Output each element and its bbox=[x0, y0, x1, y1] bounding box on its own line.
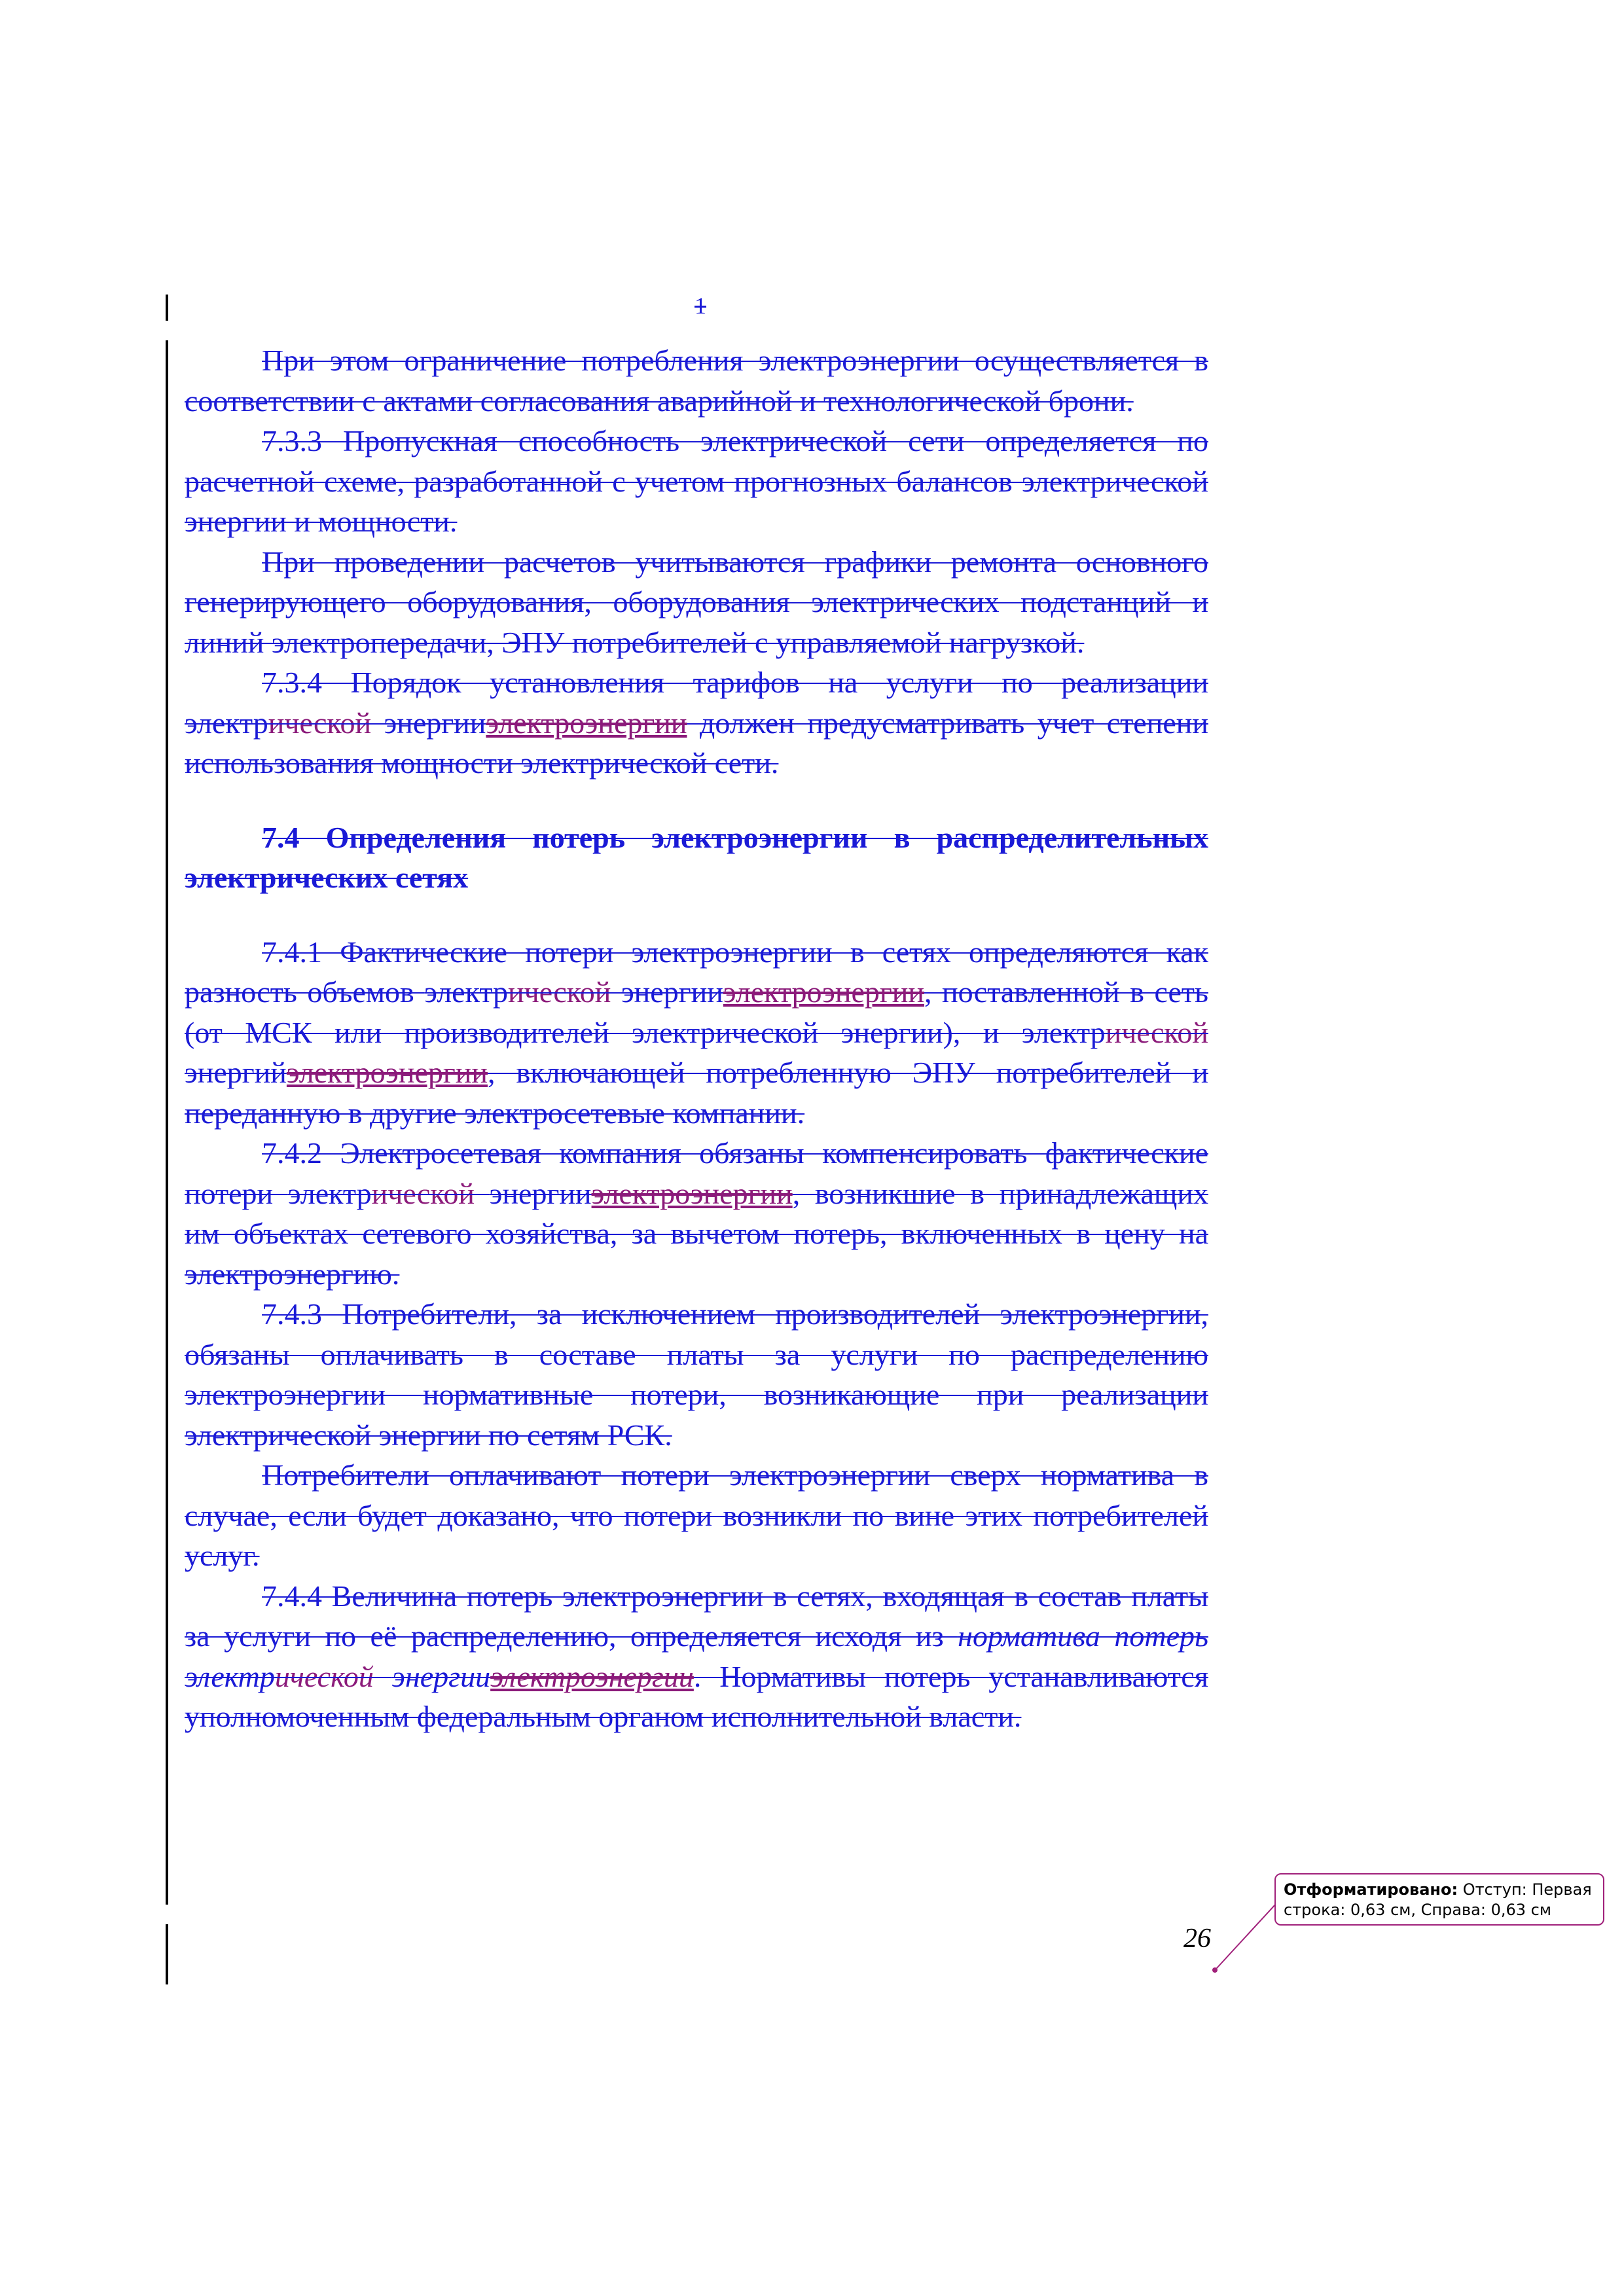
inserted-text: электроэнергии bbox=[591, 1176, 793, 1210]
paragraph-7-4-4 bbox=[185, 1576, 1208, 1737]
text-run: энергии bbox=[384, 706, 486, 740]
text-run: должен предусматривать учет степени использования мощности электрической сети. bbox=[185, 706, 1208, 780]
paragraph-7-4-2 bbox=[185, 1133, 1208, 1294]
text-run: энергии bbox=[489, 1176, 592, 1210]
revision-run: ической bbox=[268, 706, 384, 740]
paragraph-calculations: При проведении расчетов учитываются графики ремонта основного генерирующего оборудования, оборудования электрических подстанций и линий электропередачи, ЭПУ потребителей с управляемой нагрузкой. bbox=[185, 545, 1208, 659]
format-comment-balloon[interactable] bbox=[1274, 1873, 1604, 1926]
text-run: , поставленной в сеть (от МСК или производителей электрической энергии), и bbox=[185, 975, 1208, 1049]
text-run: энергий bbox=[185, 1056, 287, 1089]
text-run: электр bbox=[1021, 1015, 1106, 1049]
text-run: 7.3.4 Порядок установления тарифов на услуги по реализации bbox=[262, 666, 1208, 699]
text-run: энергии bbox=[621, 975, 723, 1009]
italic-run: норматива потерь электр bbox=[185, 1619, 1208, 1693]
paragraph-1: При этом ограничение потребления электроэнергии осуществляется в соответствии с актами согласования аварийной и технологической брони. bbox=[185, 344, 1208, 418]
paragraph-7-3-4 bbox=[185, 662, 1208, 783]
comment-label: Отформатировано: bbox=[1284, 1880, 1458, 1899]
revision-run: ической bbox=[371, 1176, 490, 1210]
connector-line bbox=[1216, 1903, 1276, 1969]
change-bar-header bbox=[166, 295, 168, 321]
text-run: электр bbox=[287, 1176, 372, 1210]
revision-run: ической bbox=[508, 975, 621, 1009]
inserted-text: электроэнергии bbox=[490, 1659, 694, 1693]
anchor-dot bbox=[1212, 1967, 1218, 1973]
text-run: электр bbox=[185, 706, 268, 740]
change-bar-body bbox=[166, 340, 168, 1905]
inserted-text: электроэнергии bbox=[723, 975, 924, 1009]
text-run: 7.4.1 Фактические потери электроэнергии в сетях определяются как разность объемов bbox=[185, 935, 1208, 1009]
page-number: 26 bbox=[1183, 1924, 1211, 1954]
header-page-marker: 1 bbox=[695, 293, 706, 319]
paragraph-7-4-3: 7.4.3 Потребители, за исключением производителей электроэнергии, обязаны оплачивать в составе платы за услуги по распределению электроэнергии нормативные потери, возникающие при реализации электрической энергии по сетям РСК. bbox=[185, 1297, 1208, 1452]
text-run: , включающей потребленную ЭПУ потребителей и переданную в другие электросетевые компании. bbox=[185, 1056, 1208, 1130]
revision-run: ической bbox=[274, 1659, 392, 1693]
section-heading-7-4: 7.4 Определения потерь электроэнергии в распределительных электрических сетях bbox=[185, 820, 1208, 894]
paragraph-7-3-3: 7.3.3 Пропускная способность электрической сети определяется по расчетной схеме, разработанной с учетом прогнозных балансов электрической энергии и мощности. bbox=[185, 424, 1208, 538]
text-run: . Нормативы потерь устанавливаются уполномоченным федеральным органом исполнительной власти. bbox=[185, 1659, 1208, 1733]
italic-run: энергии bbox=[391, 1659, 491, 1693]
paragraph-consumers: Потребители оплачивают потери электроэнергии сверх норматива в случае, если будет доказано, что потери возникли по вине этих потребителей услуг. bbox=[185, 1458, 1208, 1572]
inserted-text: электроэнергии bbox=[486, 706, 687, 740]
inserted-text: электроэнергии bbox=[286, 1056, 488, 1089]
text-run: 7.4.4 Величина потерь электроэнергии в сетях, входящая в состав платы за услуги по её распределению, определяется исходя из bbox=[185, 1579, 1208, 1653]
comment-text: Отступ: Первая строка: 0,63 см, Справа: 0,63 см bbox=[1284, 1880, 1592, 1919]
text-run: электр bbox=[424, 975, 508, 1009]
change-bar-footer bbox=[166, 1924, 168, 1984]
text-run: , возникшие в принадлежащих им объектах сетевого хозяйства, за вычетом потерь, включенных в цену на электроэнергию. bbox=[185, 1176, 1208, 1291]
text-run: 7.4.2 Электросетевая компания обязаны компенсировать фактические потери bbox=[185, 1136, 1208, 1210]
paragraph-7-4-1 bbox=[185, 932, 1208, 1134]
revision-run: ической bbox=[1105, 1015, 1208, 1049]
document-body[interactable] bbox=[185, 340, 1208, 1737]
